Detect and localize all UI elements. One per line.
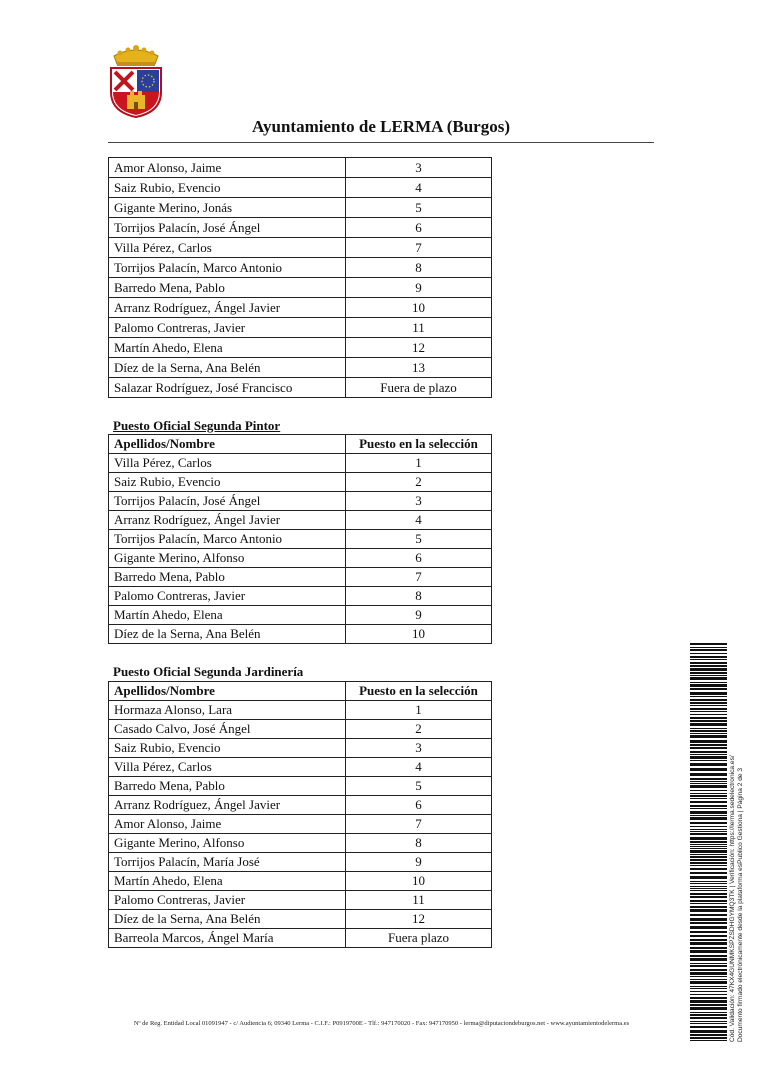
selection-position: 8 [346,258,492,278]
barcode-stripe [690,778,727,780]
barcode-stripe [690,1030,727,1033]
table-row [109,198,492,218]
table-row [109,720,492,739]
selection-position: 8 [346,587,492,606]
barcode-stripe [690,790,727,791]
applicant-name: Villa Pérez, Carlos [109,454,346,473]
applicant-name: Barredo Mena, Pablo [109,278,346,298]
barcode-stripe [690,896,727,898]
barcode-stripe [690,817,727,820]
barcode-stripe [690,900,727,902]
table-body [109,158,492,398]
applicant-name: Torrijos Palacín, Marco Antonio [109,530,346,549]
barcode-stripe [690,668,727,671]
barcode-stripe [690,720,727,722]
selection-position: 9 [346,853,492,872]
barcode-stripe [690,730,727,732]
barcode-stripe [690,783,727,784]
applicant-name: Arranz Rodríguez, Ángel Javier [109,511,346,530]
applicant-name: Villa Pérez, Carlos [109,758,346,777]
barcode-stripe [690,981,727,984]
selection-position: 4 [346,178,492,198]
selection-position: 2 [346,473,492,492]
applicant-name: Hormaza Alonso, Lara [109,701,346,720]
applicant-name: Salazar Rodríguez, José Francisco [109,378,346,398]
barcode-stripe [690,665,727,667]
barcode-stripe [690,672,727,674]
barcode-icon [690,643,727,1042]
barcode-stripe [690,801,727,803]
validation-stamp [729,642,745,1042]
footer-contact: Nº de Reg. Entidad Local 01091947 - c/ Audiencia 6; 09340 Lerma - C.I.F.: P0919700E - Tlf.: 947170020 - Fax: 947170950 - lerma@diputaciondeburgos.net - www.ayuntamientodelerma.es [133,1020,630,1027]
table-row [109,358,492,378]
selection-position: 10 [346,298,492,318]
barcode-stripe [690,922,727,924]
barcode-stripe [690,1034,727,1036]
applicant-name: Saiz Rubio, Evencio [109,178,346,198]
selection-position: 12 [346,910,492,929]
section-title-jardineria: Puesto Oficial Segunda Jardinería [113,664,304,679]
table-row [109,796,492,815]
applicant-name: Díez de la Serna, Ana Belén [109,910,346,929]
signature-line: Documento firmado electrónicamente desde la plataforma esPublico Gestiona | Página 2 de 3 [737,767,744,1042]
table-body [109,454,492,644]
barcode-stripe [690,795,727,797]
table-row [109,158,492,178]
applicant-name: Villa Pérez, Carlos [109,238,346,258]
barcode-stripe [690,965,727,967]
table-row [109,238,492,258]
barcode-stripe [690,833,727,835]
selection-position: 6 [346,218,492,238]
applicant-name: Saiz Rubio, Evencio [109,473,346,492]
table-row [109,378,492,398]
barcode-stripe [690,662,727,664]
barcode-stripe [690,881,727,882]
barcode-stripe [690,798,727,799]
selection-position: 7 [346,568,492,587]
table-body [109,701,492,948]
selection-position: 3 [346,158,492,178]
barcode-stripe [690,811,727,814]
barcode-stripe [690,926,727,929]
barcode-stripe [690,935,727,937]
barcode-stripe [690,653,727,654]
table-row [109,587,492,606]
table-row [109,492,492,511]
applicant-name: Torrijos Palacín, María José [109,853,346,872]
barcode-stripe [690,865,727,866]
barcode-stripe [690,1017,727,1019]
applicant-name: Martín Ahedo, Elena [109,872,346,891]
applicant-name: Torrijos Palacín, Marco Antonio [109,258,346,278]
barcode-stripe [690,1040,727,1041]
barcode-stripe [690,705,727,706]
barcode-stripe [690,808,727,809]
barcode-stripe [690,906,727,908]
barcode-stripe [690,893,727,895]
table-row [109,549,492,568]
barcode-stripe [690,859,727,861]
applicant-name: Martín Ahedo, Elena [109,338,346,358]
table-header-row [109,682,492,701]
applicant-name: Barreola Marcos, Ángel María [109,929,346,948]
selection-position: 9 [346,606,492,625]
selection-position: 5 [346,198,492,218]
barcode-stripe [690,702,727,704]
barcode-stripe [690,826,727,827]
barcode-stripe [690,963,727,964]
barcode-stripe [690,947,727,949]
barcode-stripe [690,1037,727,1039]
selection-position: 4 [346,511,492,530]
barcode-stripe [690,997,727,999]
selection-position: 11 [346,318,492,338]
table-row [109,910,492,929]
table-row [109,872,492,891]
column-header-position: Puesto en la selección [346,435,492,454]
applicant-name: Palomo Contreras, Javier [109,891,346,910]
barcode-stripe [690,688,727,690]
barcode-stripe [690,862,727,864]
column-header-name: Apellidos/Nombre [109,435,346,454]
table-row [109,625,492,644]
barcode-stripe [690,890,727,891]
selection-position: 6 [346,549,492,568]
applicant-name: Díez de la Serna, Ana Belén [109,625,346,644]
barcode-stripe [690,714,727,715]
barcode-stripe [690,829,727,830]
applicant-name: Casado Calvo, José Ángel [109,720,346,739]
barcode-stripe [690,647,727,648]
applicant-name: Martín Ahedo, Elena [109,606,346,625]
barcode-stripe [690,728,727,729]
barcode-stripe [690,760,727,761]
barcode-stripe [690,696,727,697]
barcode-stripe [690,986,727,987]
table-row [109,758,492,777]
barcode-stripe [690,805,727,807]
selection-position: 3 [346,739,492,758]
table-row [109,834,492,853]
barcode-stripe [690,883,727,884]
selection-position: 7 [346,238,492,258]
barcode-stripe [690,972,727,975]
table-row [109,454,492,473]
applicant-name: Saiz Rubio, Evencio [109,739,346,758]
applicant-name: Torrijos Palacín, José Ángel [109,218,346,238]
selection-position: 1 [346,701,492,720]
table-row [109,815,492,834]
table-row [109,258,492,278]
barcode-stripe [690,846,727,847]
coat-of-arms-icon [108,44,164,118]
barcode-stripe [690,841,727,843]
selection-position: 11 [346,891,492,910]
section-title-pintor: Puesto Oficial Segunda Pintor [113,418,281,433]
selection-position: 13 [346,358,492,378]
barcode-stripe [690,747,727,749]
barcode-stripe [690,684,727,687]
table-row [109,777,492,796]
table-row [109,891,492,910]
barcode-stripe [690,675,727,676]
applicant-name: Díez de la Serna, Ana Belén [109,358,346,378]
barcode-stripe [690,1007,727,1010]
applicant-name: Arranz Rodríguez, Ángel Javier [109,796,346,815]
barcode-stripe [690,886,727,887]
barcode-stripe [690,649,727,651]
selection-table-pintor [108,434,492,644]
selection-position: 1 [346,454,492,473]
table-row [109,929,492,948]
barcode-stripe [690,1012,727,1013]
barcode-stripe [690,979,727,980]
barcode-stripe [690,643,727,645]
barcode-stripe [690,1004,727,1006]
barcode-stripe [690,740,727,743]
barcode-stripe [690,868,727,870]
barcode-stripe [690,815,727,816]
selection-position: 2 [346,720,492,739]
table-row [109,511,492,530]
applicant-name: Gigante Merino, Alfonso [109,549,346,568]
selection-position: 10 [346,872,492,891]
barcode-stripe [690,976,727,977]
barcode-stripe [690,918,727,921]
selection-position: 4 [346,758,492,777]
table-row [109,530,492,549]
barcode-stripe [690,903,727,904]
barcode-stripe [690,781,727,782]
barcode-stripe [690,950,727,953]
barcode-stripe [690,955,727,957]
applicant-name: Torrijos Palacín, José Ángel [109,492,346,511]
barcode-stripe [690,711,727,712]
barcode-stripe [690,844,727,845]
selection-position: 5 [346,777,492,796]
table-header-row [109,435,492,454]
barcode-stripe [690,991,727,992]
barcode-stripe [690,717,727,719]
barcode-stripe [690,773,727,776]
selection-position: 10 [346,625,492,644]
barcode-stripe [690,988,727,989]
selection-position: 5 [346,530,492,549]
barcode-stripe [690,958,727,961]
table-row [109,298,492,318]
table-row [109,739,492,758]
barcode-stripe [690,872,727,874]
barcode-stripe [690,822,727,824]
selection-position: 8 [346,834,492,853]
barcode-stripe [690,831,727,832]
barcode-stripe [690,682,727,683]
applicant-name: Barredo Mena, Pablo [109,568,346,587]
applicant-name: Barredo Mena, Pablo [109,777,346,796]
barcode-stripe [690,914,727,916]
barcode-stripe [690,850,727,853]
selection-table-continuation [108,157,492,398]
table-row [109,853,492,872]
barcode-stripe [690,837,727,840]
barcode-stripe [690,723,727,726]
selection-position: 9 [346,278,492,298]
applicant-name: Palomo Contreras, Javier [109,587,346,606]
selection-table-jardineria [108,681,492,948]
header-divider [108,142,654,143]
barcode-stripe [690,659,727,660]
applicant-name: Palomo Contreras, Javier [109,318,346,338]
barcode-stripe [690,931,727,933]
table-row [109,701,492,720]
barcode-stripe [690,677,727,680]
applicant-name: Amor Alonso, Jaime [109,815,346,834]
table-row [109,218,492,238]
barcode-stripe [690,733,727,734]
table-row [109,568,492,587]
table-row [109,473,492,492]
barcode-stripe [690,763,727,766]
barcode-stripe [690,751,727,753]
selection-position: Fuera plazo [346,929,492,948]
selection-position: 7 [346,815,492,834]
column-header-position: Puesto en la selección [346,682,492,701]
barcode-stripe [690,692,727,695]
barcode-stripe [690,969,727,971]
barcode-stripe [690,888,727,889]
barcode-stripe [690,939,727,941]
barcode-stripe [690,994,727,995]
barcode-stripe [690,793,727,794]
barcode-stripe [690,876,727,879]
selection-position: 12 [346,338,492,358]
barcode-stripe [690,699,727,701]
barcode-stripe [690,856,727,858]
barcode-stripe [690,1014,727,1016]
barcode-stripe [690,754,727,755]
validation-line: Cód. Validación: 47KX4GUNMKSPZSDHGYMQ3TK | Verificación: https://lerma.sedelectronica.es/ [729,755,736,1042]
barcode-stripe [690,848,727,849]
table-row [109,178,492,198]
applicant-name: Gigante Merino, Jonás [109,198,346,218]
table-row [109,318,492,338]
barcode-stripe [690,708,727,710]
barcode-stripe [690,854,727,855]
barcode-stripe [690,744,727,746]
page-title: Ayuntamiento de LERMA (Burgos) [252,117,510,136]
barcode-stripe [690,785,727,788]
table-row [109,338,492,358]
barcode-stripe [690,909,727,912]
barcode-stripe [690,756,727,759]
barcode-stripe [690,735,727,738]
applicant-name: Arranz Rodríguez, Ángel Javier [109,298,346,318]
barcode-stripe [690,1000,727,1003]
barcode-stripe [690,942,727,945]
table-row [109,606,492,625]
selection-position: Fuera de plazo [346,378,492,398]
applicant-name: Gigante Merino, Alfonso [109,834,346,853]
selection-position: 6 [346,796,492,815]
table-row [109,278,492,298]
applicant-name: Amor Alonso, Jaime [109,158,346,178]
barcode-stripe [690,656,727,658]
column-header-name: Apellidos/Nombre [109,682,346,701]
selection-position: 3 [346,492,492,511]
barcode-stripe [690,768,727,771]
